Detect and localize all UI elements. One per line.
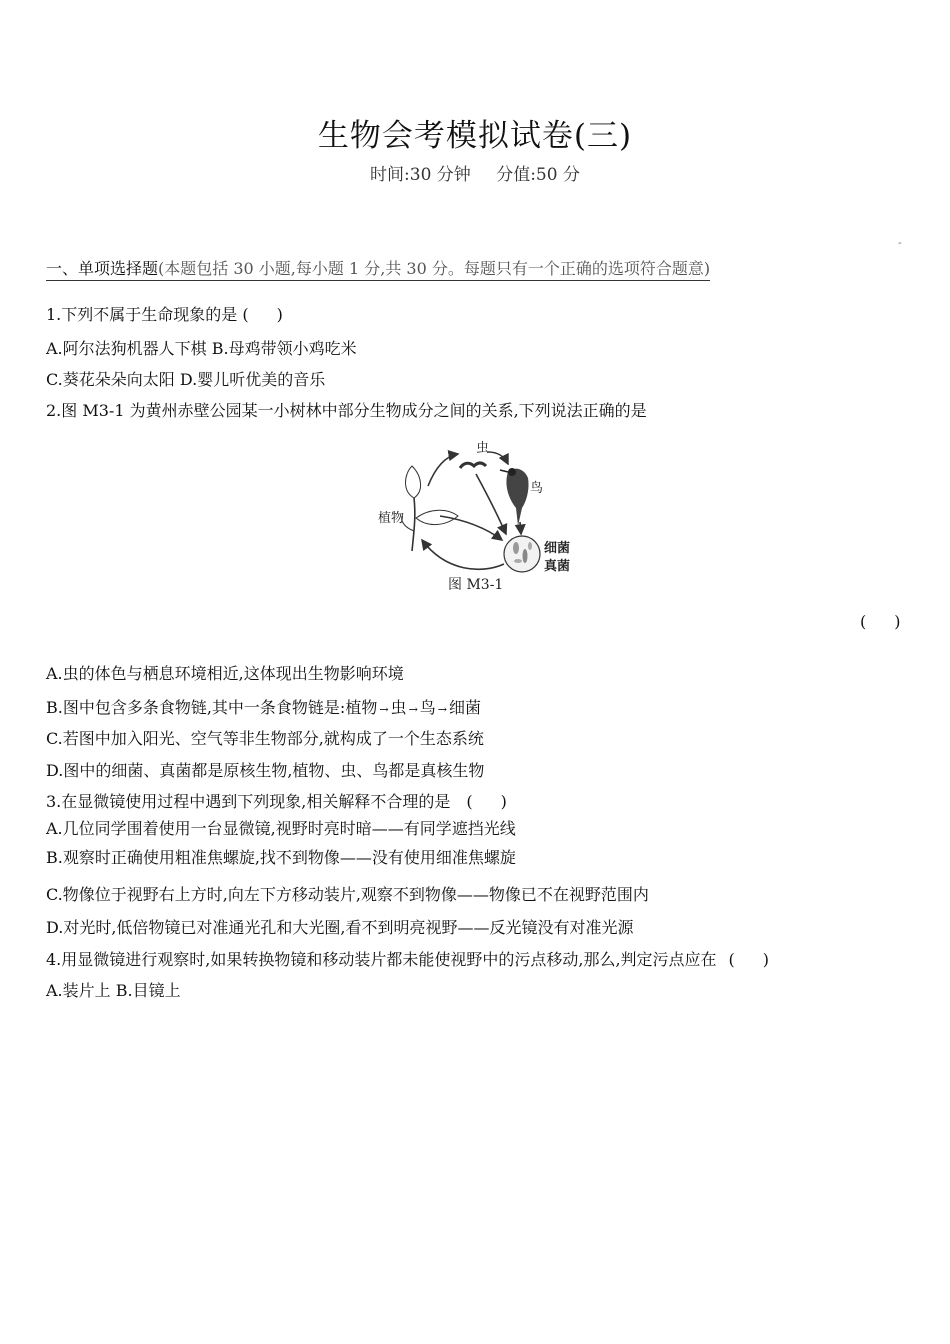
section-title: 一、单项选择题 xyxy=(46,259,159,278)
food-web-figure xyxy=(372,436,592,586)
arrow-2: → xyxy=(408,703,418,716)
q4-stem: 4.用显微镜进行观察时,如果转换物镜和移动装片都未能使视野中的污点移动,那么,判定污点应在 ( ) xyxy=(46,950,770,969)
q3-option-b: B.观察时正确使用粗准焦螺旋,找不到物像——没有使用细准焦螺旋 xyxy=(46,848,516,867)
plant-drawing xyxy=(402,466,458,551)
insect-label: 虫 xyxy=(476,441,490,456)
q2-answer-paren: ( ) xyxy=(860,612,901,631)
bird-drawing xyxy=(500,468,529,526)
insect-drawing xyxy=(460,463,486,468)
arrow-1: → xyxy=(379,703,389,716)
bacteria-label: 细菌 xyxy=(544,541,571,556)
figure-caption: 图 M3-1 xyxy=(448,577,504,593)
q1-stem: 1.下列不属于生命现象的是 ( ) xyxy=(46,305,283,324)
section-note: (本题包括 30 小题,每小题 1 分,共 30 分。每题只有一个正确的选项符合题意) xyxy=(158,259,711,278)
section-heading xyxy=(46,256,710,281)
exam-time: 时间:30 分钟 xyxy=(370,165,471,185)
q3-option-c: C.物像位于视野右上方时,向左下方移动装片,观察不到物像——物像已不在视野范围内 xyxy=(46,885,649,904)
exam-score: 分值:50 分 xyxy=(496,165,580,185)
q2-option-a: A.虫的体色与栖息环境相近,这体现出生物影响环境 xyxy=(46,664,404,683)
corner-mark: - xyxy=(898,236,902,249)
exam-info xyxy=(0,160,950,185)
q1-options-cd: C.葵花朵朵向太阳 D.婴儿听优美的音乐 xyxy=(46,370,326,389)
q3-option-a: A.几位同学围着使用一台显微镜,视野时亮时暗——有同学遮挡光线 xyxy=(46,819,516,838)
q2-option-c: C.若图中加入阳光、空气等非生物部分,就构成了一个生态系统 xyxy=(46,729,484,748)
q2-stem: 2.图 M3-1 为黄州赤壁公园某一小树林中部分生物成分之间的关系,下列说法正确的是 xyxy=(46,401,647,420)
bird-label: 鸟 xyxy=(530,481,544,496)
q2-option-d: D.图中的细菌、真菌都是原核生物,植物、虫、鸟都是真核生物 xyxy=(46,761,485,780)
page-title: 生物会考模拟试卷(三) xyxy=(317,118,633,154)
fungi-label: 真菌 xyxy=(544,559,571,574)
q1-options-ab: A.阿尔法狗机器人下棋 B.母鸡带领小鸡吃米 xyxy=(46,339,357,358)
q3-stem: 3.在显微镜使用过程中遇到下列现象,相关解释不合理的是 ( ) xyxy=(46,792,507,811)
q4-options-ab: A.装片上 B.目镜上 xyxy=(46,981,181,1000)
microbe-drawing xyxy=(504,536,540,572)
q3-option-d: D.对光时,低倍物镜已对准通光孔和大光圈,看不到明亮视野——反光镜没有对准光源 xyxy=(46,918,634,937)
plant-label: 植物 xyxy=(378,511,405,526)
q2-option-b: B.图中包含多条食物链,其中一条食物链是:植物 → 虫 → 鸟 → 细菌 xyxy=(46,698,482,717)
arrow-3: → xyxy=(437,703,448,716)
